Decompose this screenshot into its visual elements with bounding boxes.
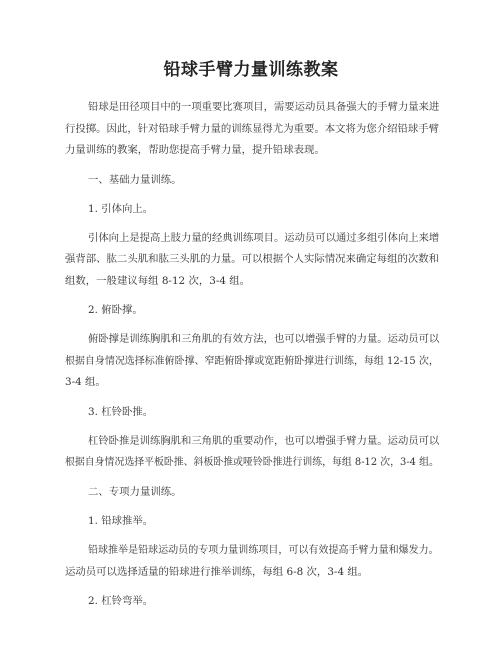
item-title-shotpress: 1. 铅球推举。 [88,515,154,527]
section-heading-basic: 一、基础力量训练。 [88,174,182,186]
item-text-pullup-1: 引体向上是提高上肢力量的经典训练项目。运动员可以通过多组引体向上来增 [88,232,440,244]
section-heading-special: 二、专项力量训练。 [88,486,182,498]
item-title-pullup: 1. 引体向上。 [88,203,154,215]
item-text-benchpress-2: 根据自身情况选择平板卧推、斜板卧推或哑铃卧推进行训练，每组 8-12 次，3-4 组。 [65,456,439,468]
item-text-benchpress-1: 杠铃卧推是训练胸肌和三角肌的重要动作，也可以增强手臂力量。运动员可以 [88,435,440,447]
item-text-shotpress-2: 运动员可以选择适量的铅球进行推举训练，每组 6-8 次，3-4 组。 [65,566,369,578]
intro-line-3: 力量训练的教案，帮助您提高手臂力量，提升铅球表现。 [65,144,325,156]
item-title-benchpress: 3. 杠铃卧推。 [88,406,154,418]
intro-line-2: 行投掷。因此，针对铅球手臂力量的训练显得尤为重要。本文将为您介绍铅球手臂 [65,123,440,135]
item-text-pullup-2: 强背部、肱二头肌和肱三头肌的力量。可以根据个人实际情况来确定每组的次数和 [65,253,440,265]
item-text-pullup-3: 组数，一般建议每组 8-12 次，3-4 组。 [65,275,251,287]
item-title-pushup: 2. 俯卧撑。 [88,304,143,316]
item-text-pushup-2: 根据自身情况选择标准俯卧撑、窄距俯卧撑或宽距俯卧撑进行训练，每组 12-15 次， [65,355,439,367]
intro-line-1: 铅球是田径项目中的一项重要比赛项目，需要运动员具备强大的手臂力量来进 [88,101,440,113]
page-title: 铅球手臂力量训练教案 [163,60,339,80]
item-title-barbellcurl: 2. 杠铃弯举。 [88,595,154,607]
item-text-pushup-3: 3-4 组。 [65,376,106,388]
item-text-shotpress-1: 铅球推举是铅球运动员的专项力量训练项目，可以有效提高手臂力量和爆发力。 [88,544,439,556]
item-text-pushup-1: 俯卧撑是训练胸肌和三角肌的有效方法，也可以增强手臂的力量。运动员可以 [88,333,440,345]
